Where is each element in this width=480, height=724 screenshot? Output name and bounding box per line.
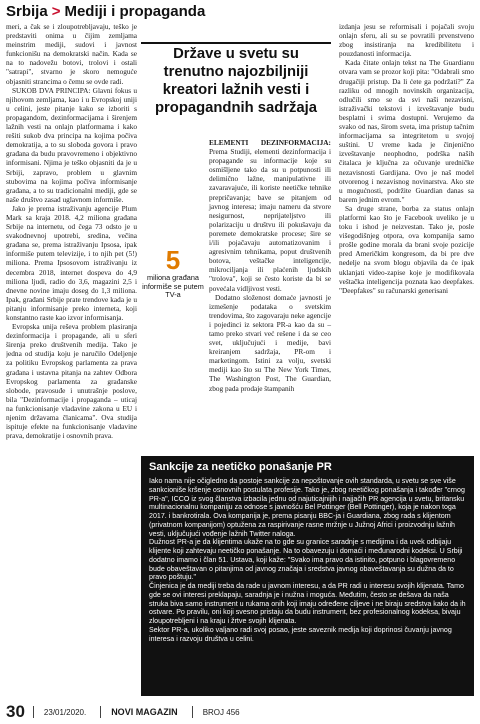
sidebar-paragraph: Dužnost PR-a je da klijentima ukaže na to gde su granice saradnje s medijima i da uvek odbijaju klijente koji zahtevaju neetičko ponašanje. Na to obavezuju i domaći i međunarodni kodeksi. U Srbiji dodatno imamo i član 51. Ustava, koji kaže: "Svako ima pravo da istinito, potpuno i blagovremeno bude obaveštavan o pitanjima od javnog značaja i sredstva javnog obaveštavanja su dužna da to pravo poštuju." bbox=[149, 538, 463, 582]
article-column-1 bbox=[6, 22, 137, 498]
sidebar-paragraph: Činjenica je da mediji treba da rade u javnom interesu, a da PR radi u interesu svojih klijenata. Tamo gde se ovi interesi preklapaju, saradnja je i nužna i moguća. Međutim, često se dešava da naša struka biva samo instrument u rukama onih koji imaju određene ciljeve i ne biraju sredstva kako da ih ostvare. Po pravilu, oni koji svesno pristaju da budu instrument, bez profesionalnog kodeksa, bivaju zloupotrebljeni i na kraju i žrtve svojih klijenata. bbox=[149, 582, 466, 625]
paragraph: Jako je prema istraživanju agencije Plum Mark sa kraja 2018. 4,2 miliona građana Srbije na internetu, od čega 73 odsto je u svakodnevnoj upotrebi, sredina, večina građana se, prema istraživanju Ipsosa, ipak informiše putem televizije, i to njih pet (5!) miliona. Prema Ipsosovom istraživanju iz decembra 2018, internet dospeva do 4,9 miliona ljudi, radio do 3,6, magazini 2,5 i dnevne novine imaju doseg do 1,3 miliona. Ipak, građani Srbije prate trendove kada je u pitanju informisanje preko interneta, koji konstantno raste kao izvor informisanja. bbox=[6, 203, 137, 322]
paragraph: SUKOB DVA PRINCIPA: Glavni fokus u njihovom zemljama, kao i u Evropskoj uniji u celini, jeste pitanje kako se izboriti s propagandom, dezinformacijama i širenjem lažnih vesti na onlajn platformama i kako rešiti sukob dva principa na kojima počiva demokratija, a to su sloboda govora i pravo građana da budu pravovremeno i objektivno informisani. Njima je teško objasniti da je u Srbiji, zapravo, problem u glavnim stubovima na kojima počiva informisanje građana, a to su tradicionalni mediji, gde se naše društvo zasad uglavnom informiše. bbox=[6, 85, 137, 204]
paragraph: meri, a čak se i zloupotrebljavaju, teško je predstaviti onima u čijim zemljama meinstrim mediji, sudovi i javnost funkcionišu na demokratski način. Kada se na to nadovežu botovi, trolovi i ostali "satrapi", stvarno je skoro nemoguće objasniti strancima o čemu se ovde radi. bbox=[6, 22, 137, 86]
paragraph bbox=[209, 138, 331, 293]
article-column-2 bbox=[141, 138, 331, 484]
title-rule bbox=[141, 42, 331, 44]
footer-divider bbox=[192, 706, 193, 718]
page-header bbox=[6, 3, 205, 23]
sanctions-sidebar bbox=[141, 456, 474, 696]
stat-number: 5 bbox=[165, 245, 181, 275]
paragraph: Dodatno složenost domaće javnosti je izmešenje podataka o svetskim trendovima, što zagovaraju neke agencije i pojedinci iz sektora PR-a kao da su – tamo preko stvari već rešene i da se ceo svet, uključujući i medije, bavi kreiranjem sadržaja, PR-om i marketingom. Istini za volju, svetski mediji kao što su The New York Times, The Washington Post, The Guardian, zbog pada prodaje štampanih bbox=[209, 292, 331, 393]
breadcrumb-separator: > bbox=[51, 3, 61, 20]
sidebar-paragraph: Sektor PR-a, ukoliko valjano radi svoj posao, jeste saveznik medija koji doprinosi čuvanju javnog interesa i razvoju društva u celini. bbox=[149, 625, 452, 643]
paragraph: izdanja jesu se reformisali i pojačali svoju onlajn sferu, ali su se povratili prvenstveno zbog insistiranja na kredibilitetu i pouzdanosti informacija. bbox=[339, 22, 474, 59]
paragraph: Sa druge strane, borba za status onlajn platformi kao što je Facebook uveliko je u toku i ishod je neizvestan. Tako je, posle višegodišnjeg otpora, ova kompanija samo prošle godine morala da brani svoje pozicije pred Američkim kongresom, da bi pre dve nedelje na svom blogu objavila da će ipak uklanjati video-zapise koje je modifikovala veštačka inteligencija poznata kao deepfakes. "Deepfakes" su računarski generisani bbox=[339, 203, 474, 295]
issue-date: 23/01/2020. bbox=[43, 707, 87, 717]
magazine-name: NOVI MAGAZIN bbox=[111, 707, 178, 717]
sidebar-title: Sankcije za neetičko ponašanje PR bbox=[149, 461, 332, 473]
paragraph: Kada čitate onlajn tekst na The Guardianu otvara vam se prozor koji pita: "Odabrali smo drugačiji pristup. Da li ćete ga podržati?" Za razliku od mnogih novinskih organizacija, odlučili smo se da svi naši nezavisni, istraživački tekstovi i izveštavanje budu besplatni i svima dostupni. Verujemo da svako od nas, širom sveta, ima pristup tačnim informacijama sa integritetom u svojoj suštini. U vreme kada je činjenično izveštavanje neophodno, podrška naših čitalaca je ključna za očuvanje uredničke nezavisnosti Gardijana. Ovo je naš model otvorenog i nezavisnog novinarstva. Ako ste u mogućnosti, podržite Guardian danas sa barem jednim evrom." bbox=[339, 58, 474, 204]
subsection-name: Mediji i propaganda bbox=[64, 3, 206, 20]
footer-divider bbox=[33, 706, 34, 718]
stat-description: miliona građana informiše se putem TV-a bbox=[142, 273, 204, 300]
article-column-3 bbox=[339, 22, 474, 462]
footer-divider bbox=[100, 706, 101, 718]
page-number: 30 bbox=[6, 702, 25, 721]
section-name: Srbija bbox=[6, 3, 48, 20]
lead-in-rest: Prema Studiji, elementi dezinformacija i propagande su informacije koje su osmišljene tako da su u potpunosti ili delimično lažne, manipulativne ili zavaravajuće, ili koriste neetičke tehnike prepričavanja; bave se pitanjem od javnog interesa; imaju nameru da stvore nesigurnost, neprijateljstvo ili polarizaciju u društvu ili pokušavaju da poremete demokratske procese; šire se i/ili pojačavaju automatizovanim i agresivnim tehnikama, poput društvenih botova, veštačke inteligencije, mikrociljanja ili plaćenih ljudskih "trolova", koji se često koriste da bi se povećala vidljivost vesti. bbox=[209, 147, 331, 293]
paragraph: Evropska unija reševa problem plasiranja dezinformacija i propagande, ali u sferi širenja preko društvenih medija. Tako je jedna od studija koju je naručilo Odeljenje za politiku Evropskog parlamenta za prava građana i ustavna pitanja na zahtev Odbora Evropskog parlamenta za građanske slobode, pravosuđe i unutrašnje poslove, bila "Dezinformacije i propaganda – uticaj na funkcionisanje vladavine zakona u EU i njenim državama članicama". Ova studija ispituje efekte na funkcionisanje vladavine prava, demokratije i osnovnih prava. bbox=[6, 322, 137, 441]
issue-number: BROJ 456 bbox=[202, 707, 240, 717]
lead-in: ELEMENTI DEZINFORMACIJA: bbox=[209, 138, 331, 147]
article-title: Države u svetu su trenutno najozbiljniji kreatori lažnih vesti i propagandnih sadržaja bbox=[155, 46, 317, 116]
page-footer bbox=[6, 702, 474, 722]
sidebar-paragraph: Iako nama nije očigledno da postoje sankcije za nepoštovanje ovih standarda, u svetu se sve više sankcioniše kršenje osnovnih postulata profesije. Tako je, zbog neetičkog ponašanja i također "crnog PR-a", ICCO iz svog članstva izbacila jednu od najuticajnijih i najjačih PR agencija u svetu, britansku multinacionalnu kompaniju za odnose s javnošću Bel Pottinger (Bell Pottinger), koja je nakon toga 2017. i bankrotirala. Ova kompanija je, prema pisanju BBC-ja i Guardiana, zbog rada s klijentom (privatnom kompanijom) optužena za raspirivanje rasne mržnje u Južnoj Africi i proizvodnju lažnih vesti, uključujući vođenje lažnih Twitter naloga. bbox=[149, 477, 465, 538]
article-column-2-text bbox=[209, 138, 331, 393]
article-title-box bbox=[141, 38, 331, 128]
